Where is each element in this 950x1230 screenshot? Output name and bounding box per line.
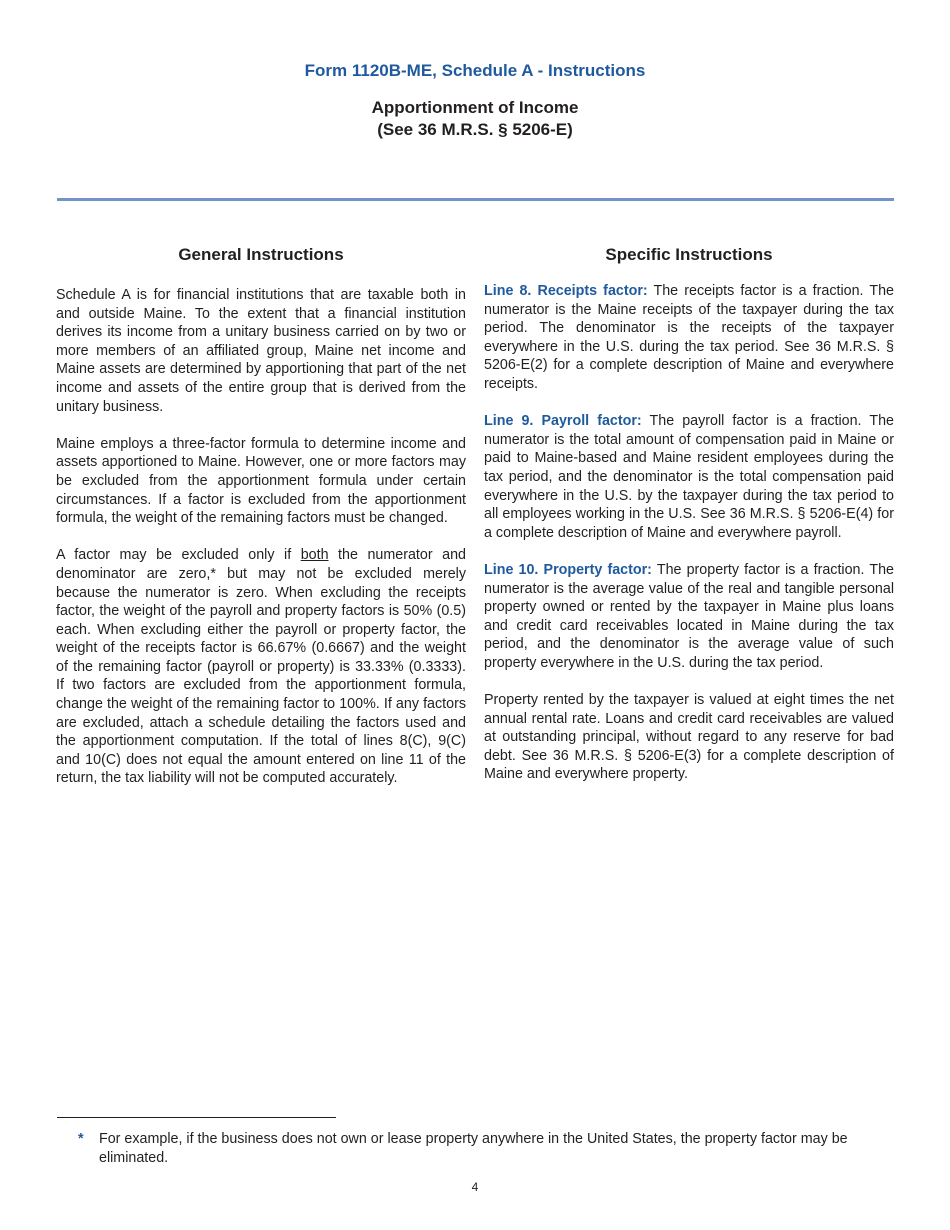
general-paragraph-1: Schedule A is for financial institutions that are taxable both in and outside Maine. To the extent that a financial institution derives its income from a unitary business carried on by two or more members of an affiliated group, Maine net income and Maine assets are determined by apportioning that part of the net income and assets of the entire group that is derived from the unitary business. — [56, 287, 466, 415]
line-10-label: Line 10. Property factor: — [484, 561, 652, 578]
page-number: 4 — [471, 1180, 479, 1194]
general-paragraph-3 — [56, 546, 466, 788]
line-10-paragraph — [484, 561, 894, 673]
general-p3-after: the numerator and denominator are zero,* but may not be excluded merely because the numerator is zero. When excluding the receipts factor, the weight of the payroll and property factors is 50% (0.5) each. When excluding either the payroll or property factor, the weight of the receipts factor is 66.67% (0.6667) and the weight of the remaining factor (payroll or property) is 33.33% (0.3333). If two factors are excluded from the apportionment formula, change the weight of the remaining factor to 100%. If any factors are excluded, attach a schedule detailing the factors used and the apportionment computation. If the total of lines 8(C), 9(C) and 10(C) does not equal the amount entered on line 11 of the return, the tax liability will not be computed accurately. — [56, 547, 466, 787]
subtitle-line-2: (See 36 M.R.S. § 5206-E) — [377, 120, 573, 139]
line-9-text: The payroll factor is a fraction. The numerator is the total amount of compensation paid in Maine or paid to Maine-based and Maine resident employees during the tax period, and the denominator is the total compensation paid everywhere in the U.S. by the taxpayer during the tax period to all employees working in the U.S. See 36 M.R.S. § 5206-E(4) for a complete description of Maine and everywhere payroll. — [484, 413, 894, 541]
line-9-label: Line 9. Payroll factor: — [484, 413, 642, 430]
specific-instructions-heading: Specific Instructions — [605, 245, 773, 264]
footnote-text: For example, if the business does not own or lease property anywhere in the United States, the property factor may be eliminated. — [99, 1131, 848, 1166]
line-8-paragraph — [484, 282, 894, 394]
subtitle-line-1: Apportionment of Income — [371, 98, 579, 117]
rented-property-paragraph: Property rented by the taxpayer is valued at eight times the net annual rental rate. Loans and credit card receivables are valued at outstanding principal, without regard to any reserve for bad debt. See 36 M.R.S. § 5206-E(3) for a complete description of Maine and everywhere property. — [484, 692, 894, 783]
footnote — [78, 1130, 894, 1167]
footnote-divider — [57, 1117, 336, 1118]
document-subtitle — [0, 97, 950, 141]
general-paragraph-2: Maine employs a three-factor formula to determine income and assets apportioned to Maine. However, one or more factors may be excluded from the apportionment formula under certain circumstances. If a factor is excluded from the apportionment formula, the weight of the remaining factors must be changed. — [56, 435, 466, 527]
line-10-text: The property factor is a fraction. The numerator is the average value of the real and tangible personal property owned or rented by the taxpayer in Maine plus loans and credit card receivables located in Maine during the tax period, and the denominator is the average value of such property everywhere in the U.S. during the tax period. — [484, 561, 894, 671]
general-instructions-heading: General Instructions — [178, 245, 344, 264]
specific-instructions-column — [484, 244, 894, 803]
general-instructions-column — [56, 244, 466, 807]
line-8-label: Line 8. Receipts factor: — [484, 283, 648, 299]
header-divider — [57, 198, 894, 201]
general-p3-before: A factor may be excluded only if — [56, 547, 301, 564]
general-p3-underlined-word: both — [300, 547, 329, 564]
form-title: Form 1120B-ME, Schedule A - Instructions — [304, 61, 646, 80]
line-9-paragraph — [484, 412, 894, 542]
footnote-marker: * — [78, 1131, 84, 1147]
line-8-text: The receipts factor is a fraction. The numerator is the Maine receipts of the taxpayer during the tax period. The denominator is the receipts of the taxpayer everywhere in the U.S. during the tax period. See 36 M.R.S. § 5206-E(2) for a complete description of Maine and everywhere receipts. — [484, 283, 894, 392]
